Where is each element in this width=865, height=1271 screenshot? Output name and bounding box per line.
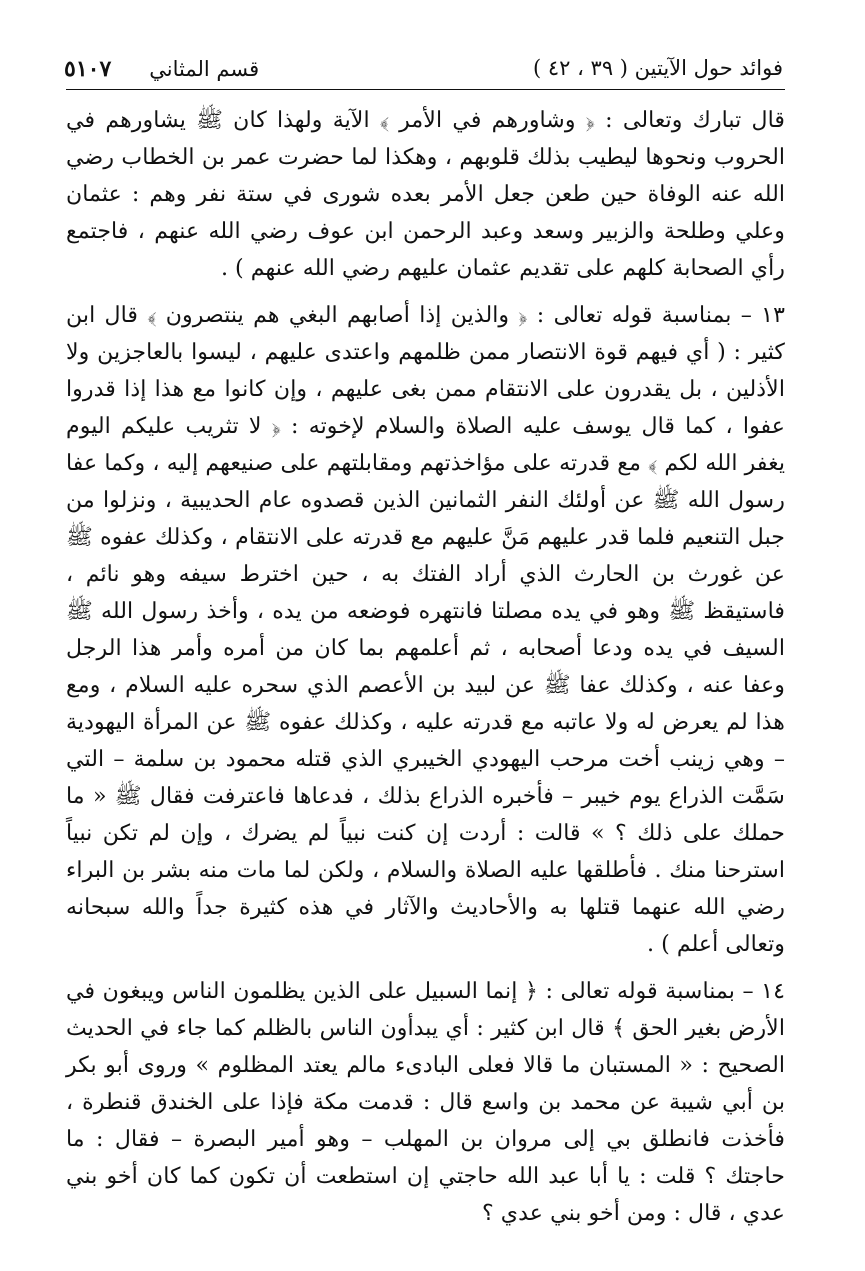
paragraph-2: ١٣ – بمناسبة قوله تعالى : ﴿ والذين إذا أصابهم البغي هم ينتصرون ﴾ قال ابن كثير : ( أي فيهم قوة الانتصار ممن ظلمهم واعتدى عليهم ، ليسوا بالعاجزين ولا الأذلين ، بل يقدرون على الانتقام ممن بغى عليهم ، وإن كانوا مع هذا إذا قدروا عفوا ، كما قال يوسف عليه الصلاة والسلام لإخوته : ﴿ لا تثريب عليكم اليوم يغفر الله لكم ﴾ مع قدرته على مؤاخذتهم ومقابلتهم على صنيعهم إليه ، وكما عفا رسول الله ﷺ عن أولئك النفر الثمانين الذين قصدوه عام الحديبية ، ونزلوا من جبل التنعيم فلما قدر عليهم مَنَّ عليهم مع قدرته على الانتقام ، وكذلك عفوه ﷺ عن غورث بن الحارث الذي أراد الفتك به ، حين اخترط سيفه وهو نائم ، فاستيقظ ﷺ وهو في يده مصلتا فانتهره فوضعه من يده ، وأخذ رسول الله ﷺ السيف في يده ودعا أصحابه ، ثم أعلمهم بما كان من أمره وأمر هذا الرجل وعفا عنه ، وكذلك عفا ﷺ عن لبيد بن الأعصم الذي سحره عليه السلام ، ومع هذا لم يعرض له ولا عاتبه مع قدرته عليه ، وكذلك عفوه ﷺ عن المرأة اليهودية – وهي زينب أخت مرحب اليهودي الخيبري الذي قتله محمود بن سلمة – التي سَمَّت الذراع يوم خيبر – فأخبره الذراع بذلك ، فدعاها فاعترفت فقال ﷺ « ما حملك على ذلك ؟ » قالت : أردت إن كنت نبياً لم يضرك ، وإن لم تكن نبياً استرحنا منك . فأطلقها عليه الصلاة والسلام ، ولكن لما مات منه بشر بن البراء رضي الله عنهما قتلها به والأحاديث والآثار في هذه كثيرة جداً والله سبحانه وتعالى أعلم ) . bbox=[66, 302, 785, 957]
section-name: قسم المثاني bbox=[149, 57, 260, 81]
page-number: ٥١٠٧ bbox=[64, 56, 112, 82]
page-body bbox=[66, 102, 785, 1232]
page-header bbox=[64, 52, 783, 86]
header-left bbox=[64, 56, 259, 82]
paragraph-1: قال تبارك وتعالى : ﴿ وشاورهم في الأمر ﴾ الآية ولهذا كان ﷺ يشاورهم في الحروب ونحوها ليطيب بذلك قلوبهم ، وهكذا لما حضرت عمر بن الخطاب رضي الله عنه الوفاة حين طعن جعل الأمر بعده شورى في ستة نفر وهم : عثمان وعلي وطلحة والزبير وسعد وعبد الرحمن ابن عوف رضي الله عنهم ، فاجتمع رأي الصحابة كلهم على تقديم عثمان عليهم رضي الله عنهم ) . bbox=[66, 107, 785, 281]
paragraph-3: ١٤ – بمناسبة قوله تعالى : ﴿ إنما السبيل على الذين يظلمون الناس ويبغون في الأرض بغير الحق ﴾ قال ابن كثير : أي يبدأون الناس بالظلم كما جاء في الحديث الصحيح : « المستبان ما قالا فعلى البادىء مالم يعتد المظلوم » وروى أبو بكر بن أبي شيبة عن محمد بن واسع قال : قدمت مكة فإذا على الخندق قنطرة ، فأخذت فانطلق بي إلى مروان بن المهلب – وهو أمير البصرة – فقال : ما حاجتك ؟ قلت : يا أبا عبد الله حاجتي إن استطعت أن تكون كما كان أخو بني عدي ، قال : ومن أخو بني عدي ؟ bbox=[66, 978, 785, 1226]
header-rule bbox=[66, 89, 785, 90]
running-title: فوائد حول الآيتين ( ٣٩ ، ٤٢ ) bbox=[532, 56, 783, 80]
